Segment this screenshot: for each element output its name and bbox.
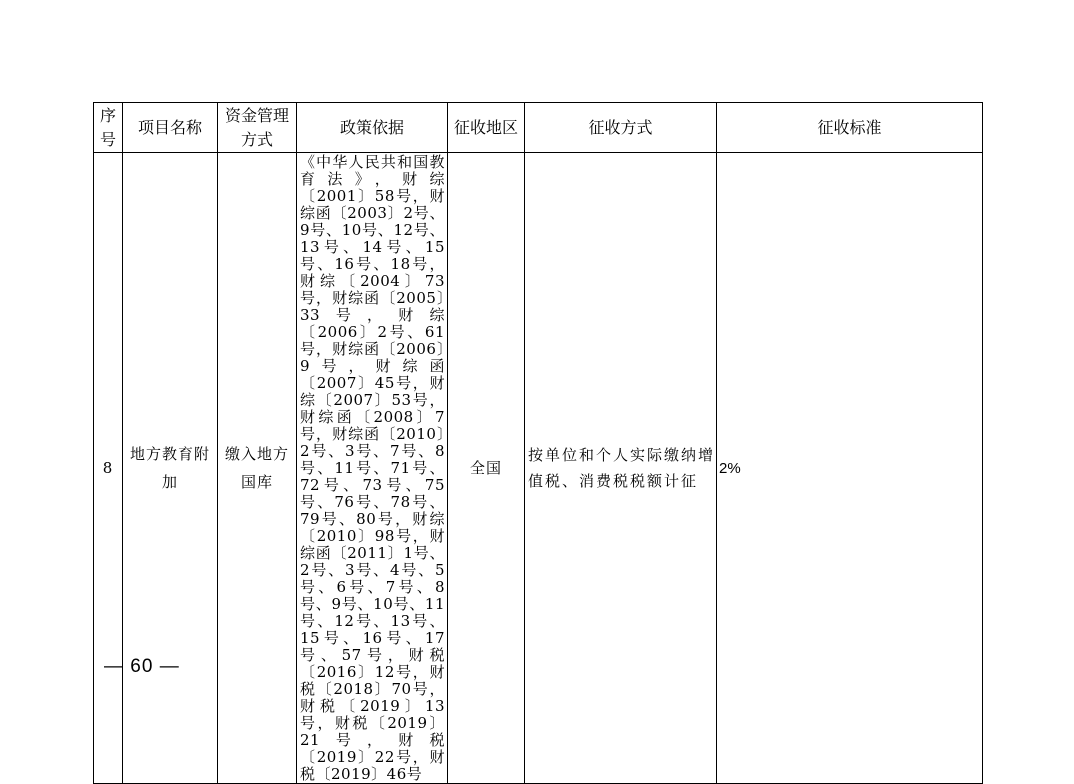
page-number: — 60 — <box>104 656 180 677</box>
header-collection-standard: 征收标准 <box>717 103 983 153</box>
table-header-row <box>94 103 983 153</box>
cell-policy-basis: 《中华人民共和国教育法》，财综〔2001〕58号，财综函〔2003〕2号、9号、10号、12号、13号、14号、15号、16号、18号，财综〔2004〕73号，财综函〔2005〕33号，财综〔2006〕2号、61号，财综函〔2006〕9号，财综函〔2007〕45号，财综〔2007〕53号，财综函〔2008〕7号，财综函〔2010〕2号、3号、7号、8号、11号、71号、72号、73号、75号、76号、78号、79号、80号，财综〔2010〕98号，财综函〔2011〕1号、2号、3号、4号、5号、6号、7号、8号、9号、10号、11号、12号、13号、15号、16号、17号、57号，财税〔2016〕12号，财税〔2018〕70号，财税〔2019〕13号，财税〔2019〕21号，财税〔2019〕22号，财税〔2019〕46号 <box>297 153 448 784</box>
header-fund-management: 资金管理方式 <box>218 103 297 153</box>
header-policy-basis: 政策依据 <box>297 103 448 153</box>
cell-region: 全国 <box>448 153 525 784</box>
cell-seq: 8 <box>94 153 123 784</box>
header-seq: 序号 <box>94 103 123 153</box>
cell-project-name: 地方教育附加 <box>123 153 218 784</box>
header-collection-method: 征收方式 <box>525 103 717 153</box>
cell-collection-method: 按单位和个人实际缴纳增值税、消费税税额计征 <box>525 153 717 784</box>
cell-collection-standard: 2% <box>717 153 983 784</box>
header-project-name: 项目名称 <box>123 103 218 153</box>
table-row <box>94 153 983 784</box>
cell-fund-management: 缴入地方国库 <box>218 153 297 784</box>
header-region: 征收地区 <box>448 103 525 153</box>
fee-table <box>93 102 983 784</box>
